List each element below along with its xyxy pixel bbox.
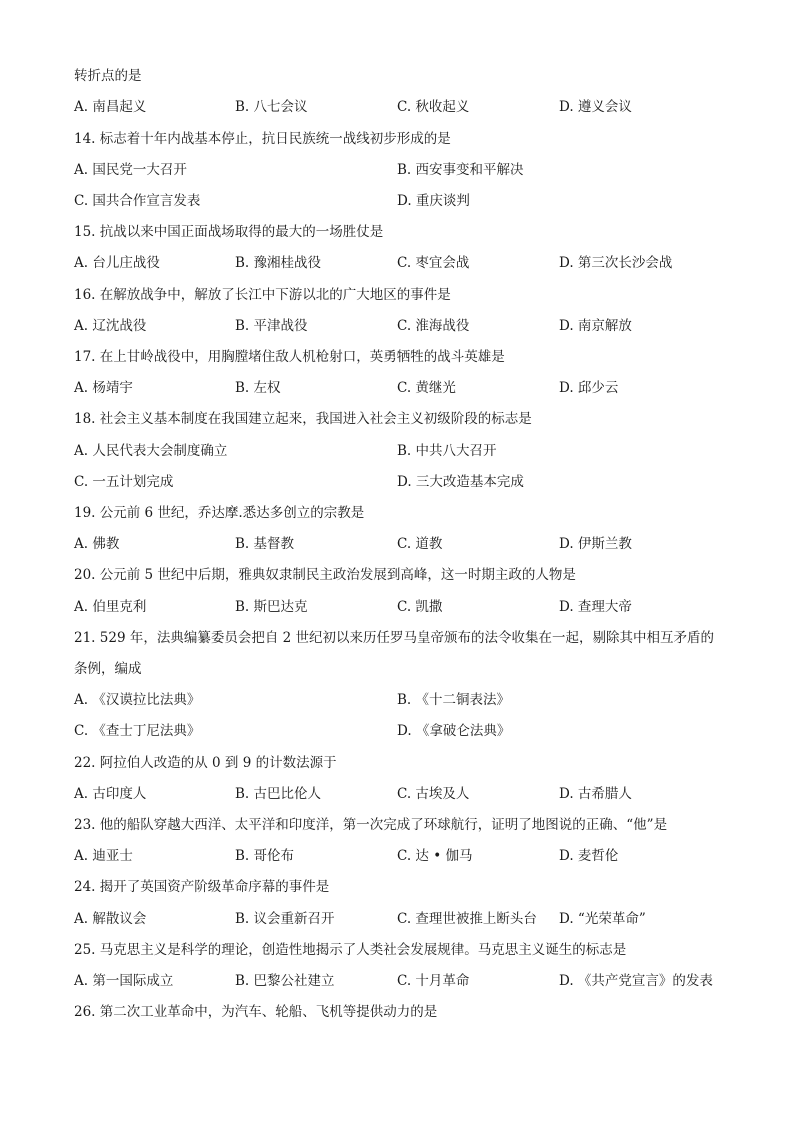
option-c: C. 达 • 伽马	[397, 848, 473, 864]
option-a: A. 第一国际成立	[74, 973, 174, 989]
option-c: C. 古埃及人	[397, 786, 470, 802]
option-d: D. 南京解放	[559, 318, 632, 334]
option-d: D. 古希腊人	[559, 786, 632, 802]
option-a: A. 迪亚士	[74, 848, 133, 864]
option-c: C. 黄继光	[397, 380, 456, 396]
option-d: D. 第三次长沙会战	[559, 255, 673, 271]
option-d: D. “光荣革命”	[559, 911, 646, 927]
option-b: B. 中共八大召开	[397, 443, 497, 459]
option-c: C. 淮海战役	[397, 318, 470, 334]
option-c: C. 秋收起义	[397, 99, 470, 115]
stem-text: 14. 标志着十年内战基本停止，抗日民族统一战线初步形成的是	[74, 131, 451, 147]
stem-text: 17. 在上甘岭战役中，用胸膛堵住敌人机枪射口，英勇牺牲的战斗英雄是	[74, 349, 505, 365]
option-d: D. 查理大帝	[559, 599, 632, 615]
option-c: C. 一五计划完成	[74, 474, 174, 490]
option-c: C. 凯撒	[397, 599, 443, 615]
option-d: D. 麦哲伦	[559, 848, 619, 864]
option-c: C. 十月革命	[397, 973, 470, 989]
option-b: B. 《十二铜表法》	[397, 692, 511, 708]
option-b: B. 巴黎公社建立	[235, 973, 335, 989]
stem-text: 20. 公元前 5 世纪中后期，雅典奴隶制民主政治发展到高峰，这一时期主政的人物是	[74, 567, 576, 583]
stem-text: 19. 公元前 6 世纪，乔达摩.悉达多创立的宗教是	[74, 505, 365, 521]
stem-text: 26. 第二次工业革命中，为汽车、轮船、飞机等提供动力的是	[74, 1004, 438, 1020]
option-a: A. 解散议会	[74, 911, 147, 927]
option-d: D. 《共产党宣言》的发表	[559, 973, 713, 989]
option-d: D. 《拿破仑法典》	[397, 723, 511, 739]
stem-text: 24. 揭开了英国资产阶级革命序幕的事件是	[74, 879, 330, 895]
option-a: A. 古印度人	[74, 786, 147, 802]
option-a: A. 杨靖宇	[74, 380, 133, 396]
stem-text: 18. 社会主义基本制度在我国建立起来，我国进入社会主义初级阶段的标志是	[74, 411, 532, 427]
option-a: A. 南昌起义	[74, 99, 147, 115]
option-b: B. 八七会议	[235, 99, 308, 115]
option-a: A. 人民代表大会制度确立	[74, 443, 228, 459]
stem-text: 23. 他的船队穿越大西洋、太平洋和印度洋，第一次完成了环球航行，证明了地图说的正确、“他”是	[74, 817, 668, 833]
option-c: C. 枣宜会战	[397, 255, 470, 271]
option-b: B. 议会重新召开	[235, 911, 335, 927]
option-d: D. 伊斯兰教	[559, 536, 632, 552]
option-d: D. 重庆谈判	[397, 193, 470, 209]
option-a: A. 台儿庄战役	[74, 255, 160, 271]
option-d: D. 邱少云	[559, 380, 619, 396]
stem-text: 22. 阿拉伯人改造的从 0 到 9 的计数法源于	[74, 755, 337, 771]
option-b: B. 哥伦布	[235, 848, 295, 864]
stem-text: 条例，编成	[74, 661, 142, 677]
option-d: D. 遵义会议	[559, 99, 632, 115]
option-c: C. 查理世被推上断头台	[397, 911, 537, 927]
stem-text: 25. 马克思主义是科学的理论，创造性地揭示了人类社会发展规律。马克思主义诞生的标志是	[74, 942, 627, 958]
option-b: B. 豫湘桂战役	[235, 255, 322, 271]
option-b: B. 斯巴达克	[235, 599, 308, 615]
option-b: B. 古巴比伦人	[235, 786, 322, 802]
option-b: B. 左权	[235, 380, 281, 396]
stem-text: 16. 在解放战争中，解放了长江中下游以北的广大地区的事件是	[74, 287, 451, 303]
option-c: C. 《查士丁尼法典》	[74, 723, 201, 739]
option-c: C. 国共合作宣言发表	[74, 193, 201, 209]
option-c: C. 道教	[397, 536, 443, 552]
option-a: A. 《汉谟拉比法典》	[74, 692, 201, 708]
option-a: A. 伯里克利	[74, 599, 147, 615]
stem-text: 15. 抗战以来中国正面战场取得的最大的一场胜仗是	[74, 224, 384, 240]
option-a: A. 佛教	[74, 536, 120, 552]
option-b: B. 平津战役	[235, 318, 308, 334]
option-d: D. 三大改造基本完成	[397, 474, 524, 490]
option-a: A. 国民党一大召开	[74, 162, 187, 178]
stem-text: 21. 529 年，法典编纂委员会把自 2 世纪初以来历任罗马皇帝颁布的法令收集在一起，剔除其中相互矛盾的	[74, 630, 714, 646]
option-b: B. 基督教	[235, 536, 295, 552]
stem-text: 转折点的是	[74, 68, 142, 84]
option-b: B. 西安事变和平解决	[397, 162, 524, 178]
option-a: A. 辽沈战役	[74, 318, 147, 334]
